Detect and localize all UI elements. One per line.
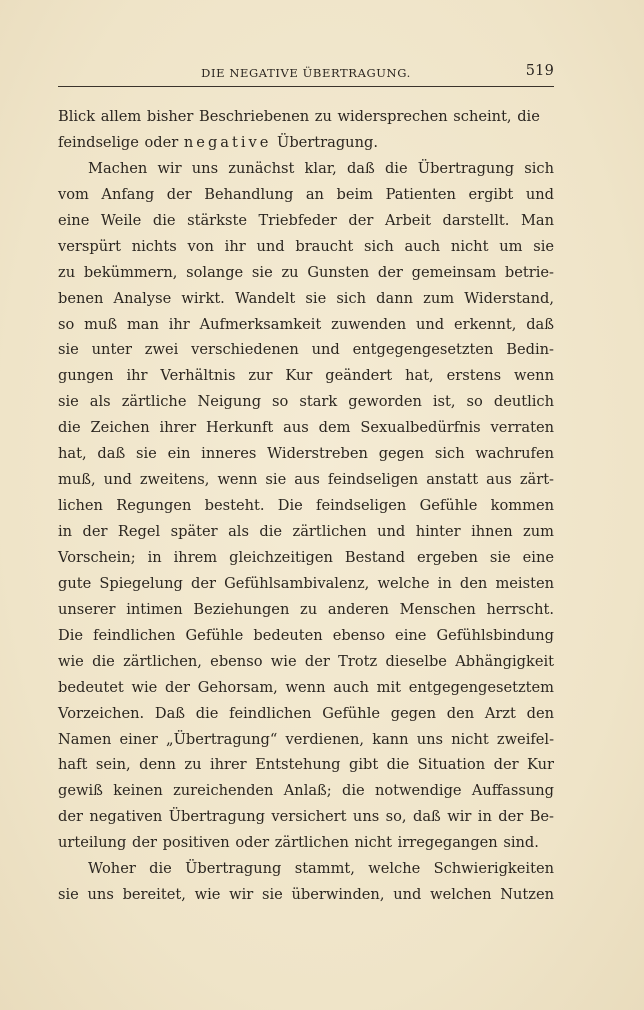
emphasized-term: negative [183,133,272,151]
text-line-29: urteilung der positiven oder zärtlichen nicht irregegangen sind. [58,834,539,852]
text-line-26: haft sein, denn zu ihrer Entstehung gibt die Situation der Kur [58,756,554,774]
text-line-1: Blick allem bisher Beschriebenen zu widersprechen scheint, die [58,108,540,125]
text-line-3: Machen wir uns zunächst klar, daß die Übertragung sich [88,159,554,177]
text-line-16: lichen Regungen besteht. Die feindseligen Gefühle kommen [58,497,554,515]
book-page [58,62,554,908]
text-line-21: Die feindlichen Gefühle bedeuten ebenso eine Gefühlsbindung [58,626,554,644]
running-head [58,62,554,84]
text-line-14: hat, daß sie ein inneres Widerstreben gegen sich wachrufen [58,445,554,463]
text-line-22: wie die zärtlichen, ebenso wie der Trotz dieselbe Abhängigkeit [58,652,554,670]
text-line-18: Vorschein; in ihrem gleichzeitigen Bestand ergeben sie eine [58,548,554,566]
line-2-post: Übertragung. [271,133,378,151]
text-line-15: muß, und zweitens, wenn sie aus feindseligen anstatt aus zärt- [58,471,554,489]
text-line-2 [58,130,554,156]
text-line-23: bedeutet wie der Gehorsam, wenn auch mit entgegengesetztem [58,678,554,696]
header-rule [58,86,554,87]
text-line-8: benen Analyse wirkt. Wandelt sie sich dann zum Widerstand, [58,289,554,307]
text-line-20: unserer intimen Beziehungen zu anderen Menschen herrscht. [58,600,554,618]
text-line-24: Vorzeichen. Daß die feindlichen Gefühle gegen den Arzt den [58,704,554,722]
page-number: 519 [525,63,554,79]
text-line-28: der negativen Übertragung versichert uns so, daß wir in der Be- [58,808,554,826]
text-line-30: Woher die Übertragung stammt, welche Schwierigkeiten [88,860,554,878]
line-2-pre: feindselige oder [58,133,184,151]
text-line-12: sie als zärtliche Neigung so stark geworden ist, so deutlich [58,393,554,411]
text-line-5: eine Weile die stärkste Triebfeder der Arbeit darstellt. Man [58,211,554,229]
running-title: DIE NEGATIVE ÜBERTRAGUNG. [201,66,411,80]
text-line-4: vom Anfang der Behandlung an beim Patienten ergibt und [58,185,554,203]
text-line-6: verspürt nichts von ihr und braucht sich auch nicht um sie [58,237,554,255]
text-line-13: die Zeichen ihrer Herkunft aus dem Sexualbedürfnis verraten [58,419,554,437]
text-line-9: so muß man ihr Aufmerksamkeit zuwenden und erkennt, daß [58,315,554,333]
body-text [58,104,554,908]
text-line-17: in der Regel später als die zärtlichen und hinter ihnen zum [58,523,554,540]
text-line-19: gute Spiegelung der Gefühlsambivalenz, welche in den meisten [58,574,554,592]
text-line-25: Namen einer „Übertragung“ verdienen, kann uns nicht zweifel- [58,730,554,748]
text-line-27: gewiß keinen zureichenden Anlaß; die notwendige Auffassung [58,782,554,800]
text-line-11: gungen ihr Verhältnis zur Kur geändert hat, erstens wenn [58,367,554,385]
text-line-31: sie uns bereitet, wie wir sie überwinden, und welchen Nutzen [58,886,554,904]
text-line-10: sie unter zwei verschiedenen und entgegengesetzten Bedin- [58,341,554,359]
text-line-7: zu bekümmern, solange sie zu Gunsten der gemeinsam betrie- [58,263,554,281]
